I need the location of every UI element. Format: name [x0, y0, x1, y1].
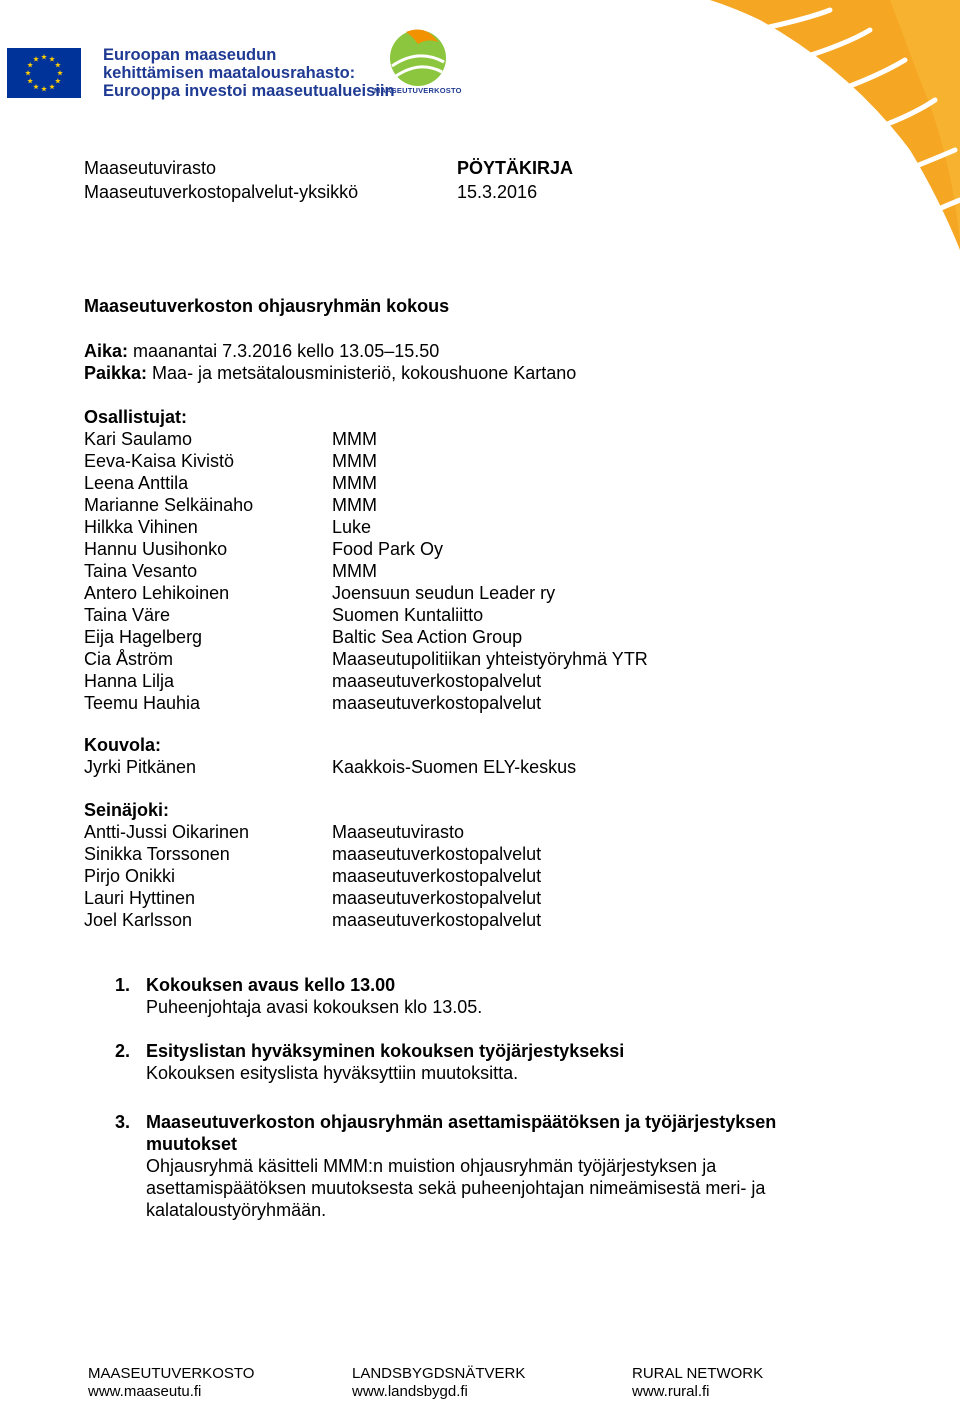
participant-org: Suomen Kuntaliitto — [332, 605, 484, 625]
orange-swoosh-decoration — [510, 0, 960, 260]
participant-org: maaseutuverkostopalvelut — [332, 671, 542, 691]
participant-name: Eeva-Kaisa Kivistö — [84, 451, 235, 471]
footer-url[interactable]: www.landsbygd.fi — [352, 1383, 468, 1400]
footer-org-name: RURAL NETWORK — [632, 1365, 764, 1382]
participant-name: Hanna Lilja — [84, 671, 175, 691]
participant-org: maaseutuverkostopalvelut — [332, 888, 542, 908]
agenda-item-text: Ohjausryhmä käsitteli MMM:n muistion ohjausryhmän työjärjestyksen ja — [146, 1156, 717, 1176]
participant-name: Teemu Hauhia — [84, 693, 201, 713]
footer-rural-network — [632, 1365, 763, 1401]
footer-landsbygdsnatverk — [352, 1365, 525, 1401]
participant-org: Luke — [332, 517, 372, 537]
eu-fund-logo-text — [103, 46, 395, 100]
meeting-time — [84, 340, 439, 362]
participant-org: Kaakkois-Suomen ELY-keskus — [332, 757, 577, 777]
participant-name: Sinikka Torssonen — [84, 844, 230, 864]
agenda-item-number: 1. — [115, 975, 131, 995]
participant-name: Leena Anttila — [84, 473, 189, 493]
eu-text-line-1: Euroopan maaseudun — [103, 46, 277, 64]
participant-name: Lauri Hyttinen — [84, 888, 196, 908]
org-unit: Maaseutuverkostopalvelut-yksikkö — [84, 182, 359, 202]
kouvola-orgs — [332, 756, 576, 778]
agenda-item-text: Kokouksen esityslista hyväksyttiin muutoksitta. — [146, 1063, 519, 1083]
participant-org: maaseutuverkostopalvelut — [332, 866, 542, 886]
footer-url[interactable]: www.rural.fi — [632, 1383, 710, 1400]
participant-org: Maaseutuvirasto — [332, 822, 465, 842]
participant-name: Antero Lehikoinen — [84, 583, 230, 603]
meeting-place — [84, 362, 576, 384]
participant-name: Cia Åström — [84, 649, 174, 669]
agenda-item-title: Esityslistan hyväksyminen kokouksen työjärjestykseksi — [146, 1041, 625, 1061]
participant-org: MMM — [332, 561, 377, 581]
meeting-title: Maaseutuverkoston ohjausryhmän kokous — [84, 296, 450, 316]
footer-url[interactable]: www.maaseutu.fi — [88, 1383, 202, 1400]
participant-name: Antti-Jussi Oikarinen — [84, 822, 250, 842]
participant-names — [84, 428, 253, 714]
participant-org: MMM — [332, 473, 377, 493]
participant-name: Jyrki Pitkänen — [84, 757, 197, 777]
agenda-item-text: asettamispäätöksen muutoksesta sekä puheenjohtajan nimeämisestä meri- ja — [146, 1178, 766, 1198]
agenda-item-text: kalataloustyöryhmään. — [146, 1200, 327, 1220]
seinajoki-names — [84, 821, 249, 931]
footer-org-name: MAASEUTUVERKOSTO — [88, 1365, 255, 1382]
footer-maaseutuverkosto — [88, 1365, 254, 1401]
participant-org: maaseutuverkostopalvelut — [332, 910, 542, 930]
eu-text-line-2: kehittämisen maatalousrahasto: — [103, 64, 356, 82]
participant-name: Taina Vesanto — [84, 561, 198, 581]
participant-name: Hilkka Vihinen — [84, 517, 198, 537]
participant-name: Hannu Uusihonko — [84, 539, 228, 559]
participant-org: Baltic Sea Action Group — [332, 627, 523, 647]
doc-type: PÖYTÄKIRJA — [457, 158, 574, 178]
org-name: Maaseutuvirasto — [84, 158, 217, 178]
footer-org-name: LANDSBYGDSNÄTVERK — [352, 1365, 526, 1382]
participants-heading: Osallistujat: — [84, 407, 188, 427]
participant-org: Joensuun seudun Leader ry — [332, 583, 556, 603]
time-label: Aika: — [84, 341, 129, 361]
kouvola-heading: Kouvola: — [84, 735, 162, 755]
participant-org: Food Park Oy — [332, 539, 444, 559]
participant-name: Marianne Selkäinaho — [84, 495, 254, 515]
place-label: Paikka: — [84, 363, 148, 383]
participant-name: Pirjo Onikki — [84, 866, 176, 886]
time-value: maanantai 7.3.2016 kello 13.05–15.50 — [128, 341, 440, 361]
place-value: Maa- ja metsätalousministeriö, kokoushuone Kartano — [147, 363, 577, 383]
agenda-item-text: Puheenjohtaja avasi kokouksen klo 13.05. — [146, 997, 483, 1017]
maaseutuverkosto-logo-label: MAASEUTUVERKOSTO — [374, 86, 462, 95]
eu-text-line-3: Eurooppa investoi maaseutualueisiin — [103, 82, 395, 100]
seinajoki-orgs — [332, 821, 541, 931]
agenda-item-number: 3. — [115, 1112, 131, 1132]
eu-stars-icon — [7, 48, 81, 98]
agenda-item-title: Kokouksen avaus kello 13.00 — [146, 975, 396, 995]
participant-org: maaseutuverkostopalvelut — [332, 693, 542, 713]
participant-org: MMM — [332, 451, 377, 471]
agenda-item-title: muutokset — [146, 1134, 238, 1154]
participant-org: maaseutuverkostopalvelut — [332, 844, 542, 864]
agenda-item-title: Maaseutuverkoston ohjausryhmän asettamispäätöksen ja työjärjestyksen — [146, 1112, 777, 1132]
participant-name: Taina Väre — [84, 605, 171, 625]
agenda-item-number: 2. — [115, 1041, 131, 1061]
participant-name: Joel Karlsson — [84, 910, 193, 930]
doc-date: 15.3.2016 — [457, 182, 538, 202]
seinajoki-heading: Seinäjoki: — [84, 800, 170, 820]
participant-orgs — [332, 428, 648, 714]
participant-org: MMM — [332, 429, 377, 449]
eu-flag-logo — [7, 48, 81, 98]
participant-org: MMM — [332, 495, 377, 515]
kouvola-names — [84, 756, 196, 778]
participant-org: Maaseutupolitiikan yhteistyöryhmä YTR — [332, 649, 648, 669]
participant-name: Eija Hagelberg — [84, 627, 203, 647]
participant-name: Kari Saulamo — [84, 429, 193, 449]
